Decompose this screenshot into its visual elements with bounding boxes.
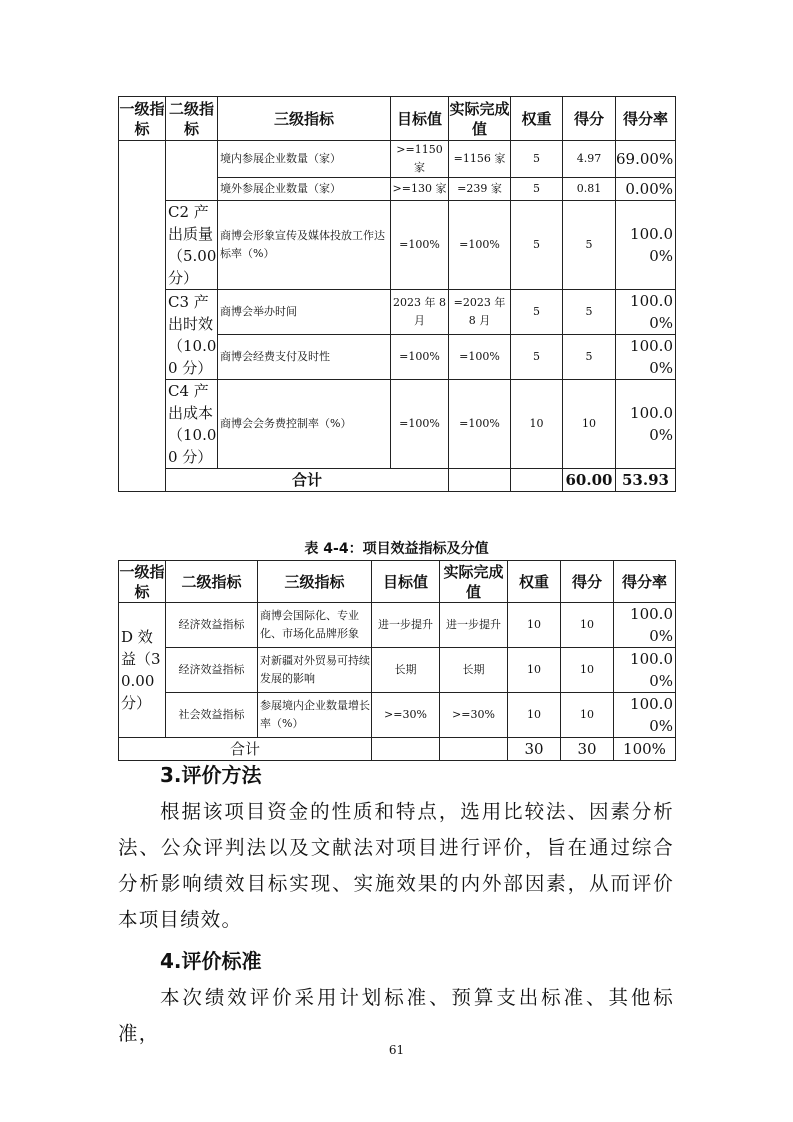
actual-cell: =1156 家 <box>449 141 511 178</box>
header-cell: 二级指标 <box>166 97 218 141</box>
empty-cell <box>372 738 440 761</box>
rate-cell: 100.00% <box>616 201 676 290</box>
level3-cell: 境外参展企业数量（家） <box>218 178 391 201</box>
weight-cell: 5 <box>511 290 563 335</box>
header-cell: 得分 <box>561 561 614 603</box>
benefit-indicator-table <box>118 560 676 761</box>
score-cell: 10 <box>561 693 614 738</box>
section-paragraph: 本次绩效评价采用计划标准、预算支出标准、其他标准， <box>118 986 674 1045</box>
page-number: 61 <box>388 1043 405 1057</box>
score-cell: 10 <box>563 380 616 469</box>
empty-cell <box>449 469 511 492</box>
header-cell: 实际完成值 <box>449 97 511 141</box>
actual-cell: =100% <box>449 201 511 290</box>
empty-cell <box>511 469 563 492</box>
weight-cell: 10 <box>508 693 561 738</box>
level3-cell: 商博会经费支付及时性 <box>218 335 391 380</box>
header-cell: 权重 <box>511 97 563 141</box>
rate-cell: 100.00% <box>614 603 676 648</box>
header-cell: 二级指标 <box>166 561 258 603</box>
level2-cell: C2 产出质量（5.00分） <box>166 201 218 290</box>
actual-cell: =100% <box>449 335 511 380</box>
level2-cell: 经济效益指标 <box>166 603 258 648</box>
rate-cell: 100.00% <box>616 290 676 335</box>
total-score: 53.93 <box>616 469 676 492</box>
header-cell: 三级指标 <box>258 561 372 603</box>
header-cell: 一级指标 <box>119 97 166 141</box>
target-cell: 进一步提升 <box>372 603 440 648</box>
header-cell: 三级指标 <box>218 97 391 141</box>
weight-cell: 10 <box>511 380 563 469</box>
table-header-row <box>119 97 676 141</box>
rate-cell: 100.00% <box>616 380 676 469</box>
level3-cell: 商博会形象宣传及媒体投放工作达标率（%） <box>218 201 391 290</box>
level3-cell: 商博会举办时间 <box>218 290 391 335</box>
target-cell: =100% <box>391 380 449 469</box>
level1-cell: D 效益（30.00 分） <box>119 603 166 738</box>
header-cell: 得分率 <box>616 97 676 141</box>
score-cell: 5 <box>563 335 616 380</box>
header-cell: 目标值 <box>372 561 440 603</box>
total-row <box>119 738 676 761</box>
weight-cell: 5 <box>511 178 563 201</box>
level2-cell: 社会效益指标 <box>166 693 258 738</box>
score-cell: 10 <box>561 648 614 693</box>
table-row <box>119 201 676 290</box>
total-weight: 60.00 <box>563 469 616 492</box>
level3-cell: 商博会国际化、专业化、市场化品牌形象 <box>258 603 372 648</box>
actual-cell: =239 家 <box>449 178 511 201</box>
total-weight: 30 <box>508 738 561 761</box>
target-cell: >=130 家 <box>391 178 449 201</box>
table-header-row <box>119 561 676 603</box>
header-cell: 目标值 <box>391 97 449 141</box>
total-rate: 100% <box>614 738 676 761</box>
empty-cell <box>440 738 508 761</box>
total-label: 合计 <box>119 738 372 761</box>
level2-cell <box>166 141 218 201</box>
target-cell: 2023 年 8 月 <box>391 290 449 335</box>
level2-cell: C4 产出成本（10.00 分） <box>166 380 218 469</box>
actual-cell: 进一步提升 <box>440 603 508 648</box>
score-cell: 0.81 <box>563 178 616 201</box>
score-cell: 5 <box>563 290 616 335</box>
section-heading: 4.评价标准 <box>160 949 262 973</box>
target-cell: 长期 <box>372 648 440 693</box>
weight-cell: 5 <box>511 141 563 178</box>
actual-cell: >=30% <box>440 693 508 738</box>
table-row <box>119 290 676 335</box>
score-cell: 5 <box>563 201 616 290</box>
table-row <box>119 693 676 738</box>
header-cell: 得分率 <box>614 561 676 603</box>
weight-cell: 5 <box>511 201 563 290</box>
actual-cell: =100% <box>449 380 511 469</box>
table-caption: 表 4-4：项目效益指标及分值 <box>304 541 489 557</box>
level3-cell: 对新疆对外贸易可持续发展的影响 <box>258 648 372 693</box>
weight-cell: 10 <box>508 648 561 693</box>
table-row <box>119 380 676 469</box>
actual-cell: 长期 <box>440 648 508 693</box>
section-paragraph: 根据该项目资金的性质和特点，选用比较法、因素分析法、公众评判法以及文献法对项目进行评价，旨在通过综合分析影响绩效目标实现、实施效果的内外部因素，从而评价本项目绩效。 <box>118 800 674 931</box>
header-cell: 权重 <box>508 561 561 603</box>
level3-cell: 境内参展企业数量（家） <box>218 141 391 178</box>
target-cell: >=1150 家 <box>391 141 449 178</box>
total-score: 30 <box>561 738 614 761</box>
rate-cell: 100.00% <box>616 335 676 380</box>
header-cell: 一级指标 <box>119 562 165 601</box>
table-row <box>119 141 676 178</box>
rate-cell: 69.00% <box>616 141 676 178</box>
weight-cell: 10 <box>508 603 561 648</box>
score-cell: 4.97 <box>563 141 616 178</box>
score-cell: 10 <box>561 603 614 648</box>
actual-cell: =2023 年 8 月 <box>449 290 511 335</box>
output-indicator-table <box>118 96 676 492</box>
weight-cell: 5 <box>511 335 563 380</box>
table-row <box>119 603 676 648</box>
level3-cell: 参展境内企业数量增长率（%） <box>258 693 372 738</box>
section-heading: 3.评价方法 <box>160 763 262 787</box>
total-label: 合计 <box>166 469 449 492</box>
level2-cell: C3 产出时效（10.00 分） <box>166 290 218 380</box>
target-cell: =100% <box>391 201 449 290</box>
header-cell: 实际完成值 <box>440 561 508 603</box>
header-cell: 得分 <box>563 97 616 141</box>
total-row <box>119 469 676 492</box>
rate-cell: 0.00% <box>616 178 676 201</box>
level1-cell <box>119 141 166 492</box>
target-cell: >=30% <box>372 693 440 738</box>
level2-cell: 经济效益指标 <box>166 648 258 693</box>
table-row <box>119 648 676 693</box>
rate-cell: 100.00% <box>614 693 676 738</box>
level3-cell: 商博会会务费控制率（%） <box>218 380 391 469</box>
rate-cell: 100.00% <box>614 648 676 693</box>
target-cell: =100% <box>391 335 449 380</box>
